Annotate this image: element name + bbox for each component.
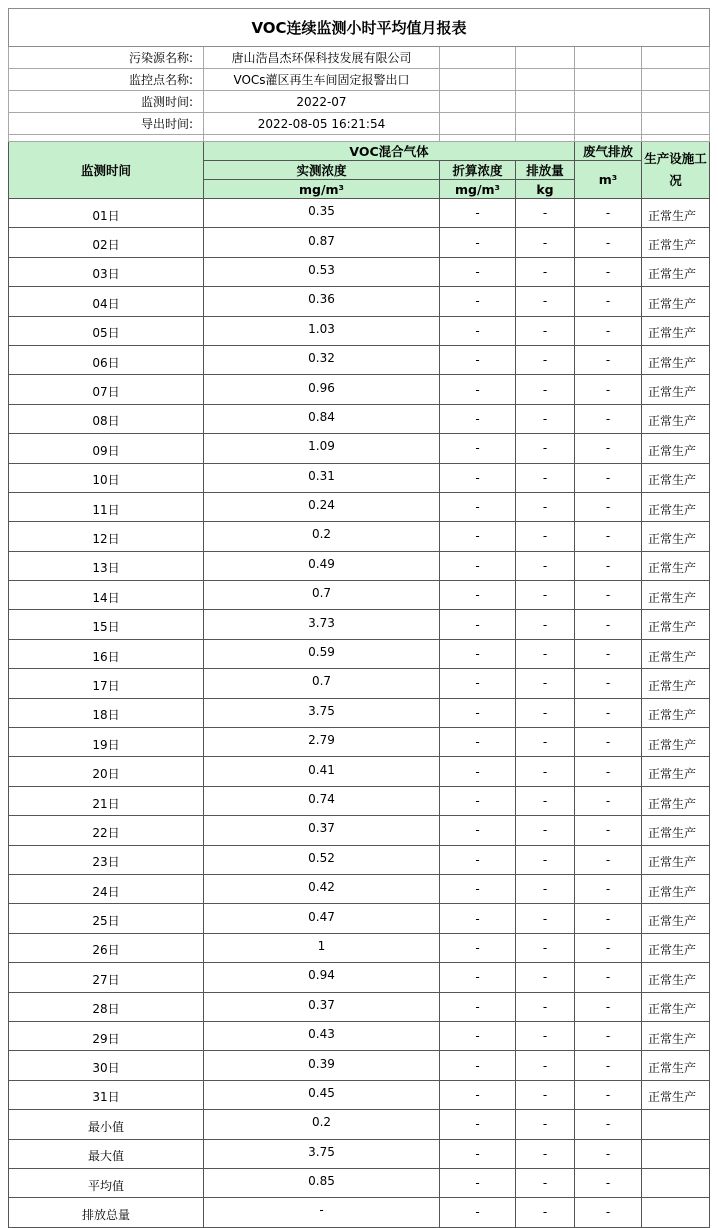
summary-emission-cell: - bbox=[516, 1110, 575, 1139]
source-name-label: 污染源名称: bbox=[9, 47, 204, 69]
emission-cell: - bbox=[516, 610, 575, 639]
exhaust-cell: - bbox=[575, 610, 642, 639]
emission-cell: - bbox=[516, 698, 575, 727]
measured-conc-cell: 0.94 bbox=[204, 963, 440, 992]
converted-conc-cell: - bbox=[440, 992, 516, 1021]
exhaust-cell: - bbox=[575, 874, 642, 903]
info-row-point bbox=[9, 69, 710, 91]
summary-label-cell: 最小值 bbox=[9, 1110, 204, 1139]
monitor-period-label: 监测时间: bbox=[9, 91, 204, 113]
emission-cell: - bbox=[516, 845, 575, 874]
status-cell: 正常生产 bbox=[642, 669, 710, 698]
measured-conc-cell: 0.87 bbox=[204, 228, 440, 257]
exhaust-cell: - bbox=[575, 522, 642, 551]
day-cell: 20日 bbox=[9, 757, 204, 786]
status-cell: 正常生产 bbox=[642, 228, 710, 257]
measured-conc-cell: 2.79 bbox=[204, 728, 440, 757]
status-cell: 正常生产 bbox=[642, 845, 710, 874]
converted-conc-cell: - bbox=[440, 874, 516, 903]
converted-conc-cell: - bbox=[440, 316, 516, 345]
exhaust-cell: - bbox=[575, 728, 642, 757]
header-unit-kg: kg bbox=[516, 180, 575, 199]
exhaust-cell: - bbox=[575, 375, 642, 404]
emission-cell: - bbox=[516, 728, 575, 757]
table-row bbox=[9, 581, 710, 610]
measured-conc-cell: 0.59 bbox=[204, 639, 440, 668]
summary-exhaust-cell: - bbox=[575, 1139, 642, 1168]
measured-conc-cell: 0.47 bbox=[204, 904, 440, 933]
status-cell: 正常生产 bbox=[642, 404, 710, 433]
table-row bbox=[9, 345, 710, 374]
status-cell: 正常生产 bbox=[642, 933, 710, 962]
summary-exhaust-cell: - bbox=[575, 1110, 642, 1139]
status-cell: 正常生产 bbox=[642, 199, 710, 228]
converted-conc-cell: - bbox=[440, 757, 516, 786]
exhaust-cell: - bbox=[575, 845, 642, 874]
table-row bbox=[9, 1080, 710, 1109]
emission-cell: - bbox=[516, 933, 575, 962]
header-measured: 实测浓度 bbox=[204, 161, 440, 180]
emission-cell: - bbox=[516, 375, 575, 404]
day-cell: 27日 bbox=[9, 963, 204, 992]
measured-conc-cell: 3.73 bbox=[204, 610, 440, 639]
exhaust-cell: - bbox=[575, 434, 642, 463]
emission-cell: - bbox=[516, 257, 575, 286]
table-row bbox=[9, 992, 710, 1021]
exhaust-cell: - bbox=[575, 345, 642, 374]
status-cell: 正常生产 bbox=[642, 345, 710, 374]
summary-converted-cell: - bbox=[440, 1110, 516, 1139]
monitor-point-value: VOCs灌区再生车间固定报警出口 bbox=[204, 69, 440, 91]
converted-conc-cell: - bbox=[440, 581, 516, 610]
info-row-export bbox=[9, 113, 710, 135]
measured-conc-cell: 0.96 bbox=[204, 375, 440, 404]
emission-cell: - bbox=[516, 287, 575, 316]
converted-conc-cell: - bbox=[440, 1021, 516, 1050]
day-cell: 26日 bbox=[9, 933, 204, 962]
exhaust-cell: - bbox=[575, 228, 642, 257]
converted-conc-cell: - bbox=[440, 522, 516, 551]
status-cell: 正常生产 bbox=[642, 375, 710, 404]
exhaust-cell: - bbox=[575, 963, 642, 992]
export-time-value: 2022-08-05 16:21:54 bbox=[204, 113, 440, 135]
table-row bbox=[9, 257, 710, 286]
converted-conc-cell: - bbox=[440, 933, 516, 962]
summary-emission-cell: - bbox=[516, 1198, 575, 1227]
day-cell: 19日 bbox=[9, 728, 204, 757]
header-unit-mg: mg/m³ bbox=[204, 180, 440, 199]
table-row bbox=[9, 404, 710, 433]
emission-cell: - bbox=[516, 1051, 575, 1080]
summary-status-cell bbox=[642, 1198, 710, 1227]
converted-conc-cell: - bbox=[440, 904, 516, 933]
status-cell: 正常生产 bbox=[642, 639, 710, 668]
table-row bbox=[9, 434, 710, 463]
table-row bbox=[9, 375, 710, 404]
status-cell: 正常生产 bbox=[642, 786, 710, 815]
status-cell: 正常生产 bbox=[642, 1051, 710, 1080]
table-row bbox=[9, 669, 710, 698]
emission-cell: - bbox=[516, 816, 575, 845]
table-row bbox=[9, 1051, 710, 1080]
emission-cell: - bbox=[516, 316, 575, 345]
emission-cell: - bbox=[516, 669, 575, 698]
exhaust-cell: - bbox=[575, 492, 642, 521]
converted-conc-cell: - bbox=[440, 1051, 516, 1080]
status-cell: 正常生产 bbox=[642, 287, 710, 316]
day-cell: 08日 bbox=[9, 404, 204, 433]
day-cell: 17日 bbox=[9, 669, 204, 698]
table-row bbox=[9, 963, 710, 992]
exhaust-cell: - bbox=[575, 786, 642, 815]
header-emission: 排放量 bbox=[516, 161, 575, 180]
emission-cell: - bbox=[516, 404, 575, 433]
summary-conc-cell: 3.75 bbox=[204, 1139, 440, 1168]
measured-conc-cell: 0.36 bbox=[204, 287, 440, 316]
summary-label-cell: 最大值 bbox=[9, 1139, 204, 1168]
day-cell: 12日 bbox=[9, 522, 204, 551]
header-exhaust: 废气排放 bbox=[575, 142, 642, 161]
summary-status-cell bbox=[642, 1168, 710, 1197]
measured-conc-cell: 0.2 bbox=[204, 522, 440, 551]
measured-conc-cell: 0.35 bbox=[204, 199, 440, 228]
status-cell: 正常生产 bbox=[642, 551, 710, 580]
summary-converted-cell: - bbox=[440, 1168, 516, 1197]
converted-conc-cell: - bbox=[440, 345, 516, 374]
converted-conc-cell: - bbox=[440, 434, 516, 463]
summary-row bbox=[9, 1168, 710, 1197]
summary-row bbox=[9, 1198, 710, 1227]
summary-status-cell bbox=[642, 1110, 710, 1139]
day-cell: 05日 bbox=[9, 316, 204, 345]
day-cell: 22日 bbox=[9, 816, 204, 845]
converted-conc-cell: - bbox=[440, 698, 516, 727]
measured-conc-cell: 0.74 bbox=[204, 786, 440, 815]
table-row bbox=[9, 728, 710, 757]
exhaust-cell: - bbox=[575, 757, 642, 786]
day-cell: 30日 bbox=[9, 1051, 204, 1080]
spacer-row bbox=[9, 135, 710, 142]
source-name-value: 唐山浩昌杰环保科技发展有限公司 bbox=[204, 47, 440, 69]
table-row bbox=[9, 904, 710, 933]
converted-conc-cell: - bbox=[440, 816, 516, 845]
summary-conc-cell: 0.2 bbox=[204, 1110, 440, 1139]
table-row bbox=[9, 874, 710, 903]
exhaust-cell: - bbox=[575, 287, 642, 316]
emission-cell: - bbox=[516, 904, 575, 933]
converted-conc-cell: - bbox=[440, 463, 516, 492]
table-row bbox=[9, 610, 710, 639]
measured-conc-cell: 0.84 bbox=[204, 404, 440, 433]
converted-conc-cell: - bbox=[440, 551, 516, 580]
status-cell: 正常生产 bbox=[642, 1080, 710, 1109]
table-row bbox=[9, 287, 710, 316]
day-cell: 21日 bbox=[9, 786, 204, 815]
converted-conc-cell: - bbox=[440, 404, 516, 433]
converted-conc-cell: - bbox=[440, 669, 516, 698]
status-cell: 正常生产 bbox=[642, 463, 710, 492]
status-cell: 正常生产 bbox=[642, 698, 710, 727]
header-unit-m3: m³ bbox=[575, 161, 642, 199]
exhaust-cell: - bbox=[575, 639, 642, 668]
day-cell: 11日 bbox=[9, 492, 204, 521]
summary-label-cell: 平均值 bbox=[9, 1168, 204, 1197]
summary-conc-cell: - bbox=[204, 1198, 440, 1227]
converted-conc-cell: - bbox=[440, 963, 516, 992]
day-cell: 07日 bbox=[9, 375, 204, 404]
table-row bbox=[9, 698, 710, 727]
emission-cell: - bbox=[516, 199, 575, 228]
table-row bbox=[9, 845, 710, 874]
status-cell: 正常生产 bbox=[642, 757, 710, 786]
summary-label-cell: 排放总量 bbox=[9, 1198, 204, 1227]
converted-conc-cell: - bbox=[440, 1080, 516, 1109]
measured-conc-cell: 3.75 bbox=[204, 698, 440, 727]
emission-cell: - bbox=[516, 345, 575, 374]
table-row bbox=[9, 551, 710, 580]
converted-conc-cell: - bbox=[440, 639, 516, 668]
emission-cell: - bbox=[516, 522, 575, 551]
summary-exhaust-cell: - bbox=[575, 1198, 642, 1227]
emission-cell: - bbox=[516, 992, 575, 1021]
measured-conc-cell: 0.41 bbox=[204, 757, 440, 786]
header-facility: 生产设施工况 bbox=[642, 142, 710, 199]
measured-conc-cell: 0.37 bbox=[204, 816, 440, 845]
status-cell: 正常生产 bbox=[642, 874, 710, 903]
day-cell: 02日 bbox=[9, 228, 204, 257]
header-unit-mg-converted: mg/m³ bbox=[440, 180, 516, 199]
status-cell: 正常生产 bbox=[642, 728, 710, 757]
header-converted: 折算浓度 bbox=[440, 161, 516, 180]
exhaust-cell: - bbox=[575, 316, 642, 345]
measured-conc-cell: 0.49 bbox=[204, 551, 440, 580]
export-time-label: 导出时间: bbox=[9, 113, 204, 135]
status-cell: 正常生产 bbox=[642, 316, 710, 345]
emission-cell: - bbox=[516, 492, 575, 521]
summary-status-cell bbox=[642, 1139, 710, 1168]
day-cell: 25日 bbox=[9, 904, 204, 933]
table-row bbox=[9, 757, 710, 786]
day-cell: 01日 bbox=[9, 199, 204, 228]
exhaust-cell: - bbox=[575, 992, 642, 1021]
converted-conc-cell: - bbox=[440, 728, 516, 757]
summary-exhaust-cell: - bbox=[575, 1168, 642, 1197]
status-cell: 正常生产 bbox=[642, 816, 710, 845]
exhaust-cell: - bbox=[575, 698, 642, 727]
table-row bbox=[9, 492, 710, 521]
status-cell: 正常生产 bbox=[642, 492, 710, 521]
converted-conc-cell: - bbox=[440, 375, 516, 404]
exhaust-cell: - bbox=[575, 904, 642, 933]
emission-cell: - bbox=[516, 463, 575, 492]
table-row bbox=[9, 816, 710, 845]
converted-conc-cell: - bbox=[440, 287, 516, 316]
day-cell: 06日 bbox=[9, 345, 204, 374]
summary-emission-cell: - bbox=[516, 1139, 575, 1168]
status-cell: 正常生产 bbox=[642, 963, 710, 992]
info-row-source bbox=[9, 47, 710, 69]
summary-converted-cell: - bbox=[440, 1139, 516, 1168]
day-cell: 13日 bbox=[9, 551, 204, 580]
day-cell: 03日 bbox=[9, 257, 204, 286]
report-title: VOC连续监测小时平均值月报表 bbox=[9, 9, 710, 47]
table-row bbox=[9, 228, 710, 257]
status-cell: 正常生产 bbox=[642, 522, 710, 551]
status-cell: 正常生产 bbox=[642, 257, 710, 286]
summary-row bbox=[9, 1110, 710, 1139]
emission-cell: - bbox=[516, 1021, 575, 1050]
monitor-point-label: 监控点名称: bbox=[9, 69, 204, 91]
emission-cell: - bbox=[516, 786, 575, 815]
measured-conc-cell: 1 bbox=[204, 933, 440, 962]
table-row bbox=[9, 933, 710, 962]
status-cell: 正常生产 bbox=[642, 610, 710, 639]
day-cell: 29日 bbox=[9, 1021, 204, 1050]
measured-conc-cell: 0.32 bbox=[204, 345, 440, 374]
header-row-1 bbox=[9, 142, 710, 161]
emission-cell: - bbox=[516, 757, 575, 786]
day-cell: 28日 bbox=[9, 992, 204, 1021]
status-cell: 正常生产 bbox=[642, 1021, 710, 1050]
day-cell: 24日 bbox=[9, 874, 204, 903]
measured-conc-cell: 1.03 bbox=[204, 316, 440, 345]
exhaust-cell: - bbox=[575, 1051, 642, 1080]
measured-conc-cell: 0.24 bbox=[204, 492, 440, 521]
monitor-period-value: 2022-07 bbox=[204, 91, 440, 113]
measured-conc-cell: 0.43 bbox=[204, 1021, 440, 1050]
exhaust-cell: - bbox=[575, 1080, 642, 1109]
table-row bbox=[9, 639, 710, 668]
emission-cell: - bbox=[516, 581, 575, 610]
summary-conc-cell: 0.85 bbox=[204, 1168, 440, 1197]
exhaust-cell: - bbox=[575, 933, 642, 962]
measured-conc-cell: 0.7 bbox=[204, 581, 440, 610]
converted-conc-cell: - bbox=[440, 228, 516, 257]
exhaust-cell: - bbox=[575, 581, 642, 610]
exhaust-cell: - bbox=[575, 1021, 642, 1050]
converted-conc-cell: - bbox=[440, 257, 516, 286]
status-cell: 正常生产 bbox=[642, 434, 710, 463]
emission-cell: - bbox=[516, 874, 575, 903]
info-row-period bbox=[9, 91, 710, 113]
day-cell: 15日 bbox=[9, 610, 204, 639]
converted-conc-cell: - bbox=[440, 610, 516, 639]
day-cell: 16日 bbox=[9, 639, 204, 668]
summary-emission-cell: - bbox=[516, 1168, 575, 1197]
emission-cell: - bbox=[516, 228, 575, 257]
day-cell: 10日 bbox=[9, 463, 204, 492]
table-row bbox=[9, 316, 710, 345]
status-cell: 正常生产 bbox=[642, 992, 710, 1021]
day-cell: 31日 bbox=[9, 1080, 204, 1109]
measured-conc-cell: 0.31 bbox=[204, 463, 440, 492]
measured-conc-cell: 0.52 bbox=[204, 845, 440, 874]
emission-cell: - bbox=[516, 551, 575, 580]
table-row bbox=[9, 522, 710, 551]
day-cell: 23日 bbox=[9, 845, 204, 874]
emission-cell: - bbox=[516, 1080, 575, 1109]
emission-cell: - bbox=[516, 434, 575, 463]
converted-conc-cell: - bbox=[440, 199, 516, 228]
converted-conc-cell: - bbox=[440, 845, 516, 874]
day-cell: 09日 bbox=[9, 434, 204, 463]
exhaust-cell: - bbox=[575, 669, 642, 698]
header-voc-group: VOC混合气体 bbox=[204, 142, 575, 161]
table-row bbox=[9, 199, 710, 228]
exhaust-cell: - bbox=[575, 199, 642, 228]
day-cell: 18日 bbox=[9, 698, 204, 727]
summary-row bbox=[9, 1139, 710, 1168]
table-row bbox=[9, 786, 710, 815]
table-row bbox=[9, 463, 710, 492]
day-cell: 04日 bbox=[9, 287, 204, 316]
exhaust-cell: - bbox=[575, 463, 642, 492]
measured-conc-cell: 0.39 bbox=[204, 1051, 440, 1080]
measured-conc-cell: 0.53 bbox=[204, 257, 440, 286]
measured-conc-cell: 0.45 bbox=[204, 1080, 440, 1109]
measured-conc-cell: 0.42 bbox=[204, 874, 440, 903]
summary-converted-cell: - bbox=[440, 1198, 516, 1227]
exhaust-cell: - bbox=[575, 404, 642, 433]
exhaust-cell: - bbox=[575, 551, 642, 580]
monthly-report-table bbox=[8, 8, 710, 1228]
measured-conc-cell: 1.09 bbox=[204, 434, 440, 463]
measured-conc-cell: 0.37 bbox=[204, 992, 440, 1021]
table-row bbox=[9, 1021, 710, 1050]
measured-conc-cell: 0.7 bbox=[204, 669, 440, 698]
emission-cell: - bbox=[516, 963, 575, 992]
emission-cell: - bbox=[516, 639, 575, 668]
exhaust-cell: - bbox=[575, 816, 642, 845]
status-cell: 正常生产 bbox=[642, 581, 710, 610]
exhaust-cell: - bbox=[575, 257, 642, 286]
day-cell: 14日 bbox=[9, 581, 204, 610]
header-time: 监测时间 bbox=[9, 142, 204, 199]
converted-conc-cell: - bbox=[440, 492, 516, 521]
status-cell: 正常生产 bbox=[642, 904, 710, 933]
converted-conc-cell: - bbox=[440, 786, 516, 815]
